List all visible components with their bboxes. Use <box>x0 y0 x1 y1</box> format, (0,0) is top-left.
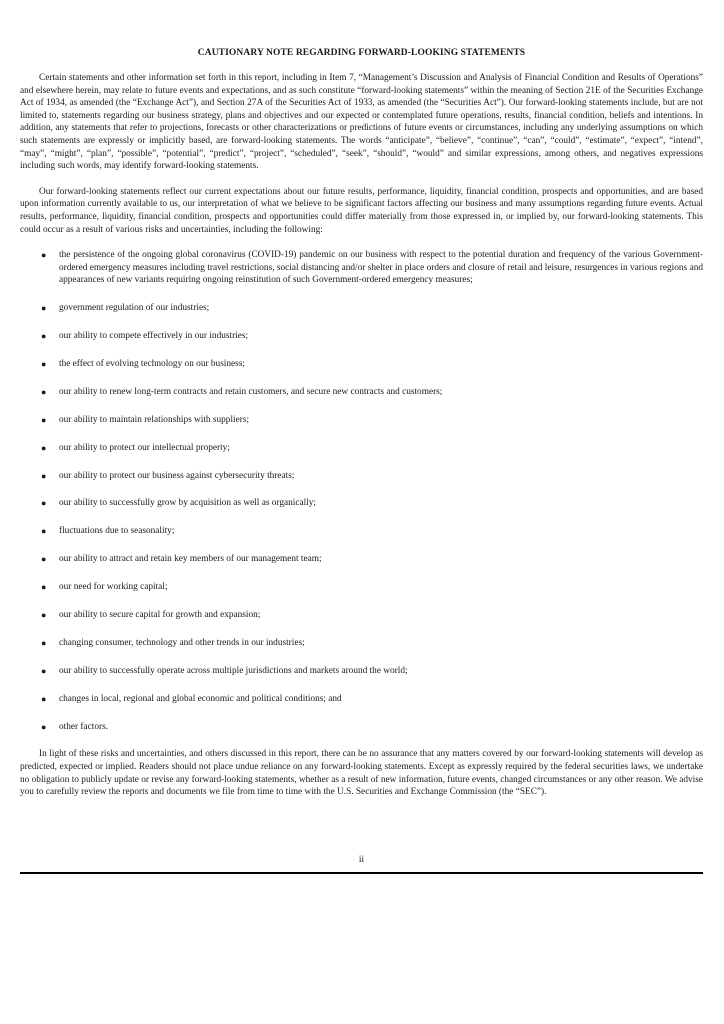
bullet-icon: ● <box>41 442 47 453</box>
paragraph-expectations: Our forward-looking statements reflect our current expectations about our future results, performance, liquidity, financial condition, prospects and opportunities, and are based upon information currently available to us, our interpretation of what we believe to be significant factors affecting our business and many assumptions regarding future events. Actual results, performance, liquidity, financial condition, prospects and opportunities could differ materially from those expressed in, or implied by, our forward-looking statements. This could occur as a result of various risks and uncertainties, including the following: <box>20 186 703 235</box>
list-item-text: our ability to protect our intellectual property; <box>59 442 230 453</box>
list-item <box>20 497 703 510</box>
list-item <box>20 386 703 399</box>
list-item-text: the persistence of the ongoing global coronavirus (COVID-19) pandemic on our business with respect to the potential duration and frequency of the various Government-ordered emergency measures including travel restrictions, social distancing and/or shelter in place orders and closure of retail and leisure, resurgences in various regions and appearances of new variants requiring ongoing reinstitution of such Government-ordered emergency measures; <box>59 250 703 286</box>
list-item <box>20 553 703 566</box>
list-item <box>20 525 703 538</box>
risk-factor-list <box>20 249 703 733</box>
paragraph-closing: In light of these risks and uncertainties, and others discussed in this report, there can be no assurance that any matters covered by our forward-looking statements will develop as predicted, expected or implied. Readers should not place undue reliance on any forward-looking statements. Except as expressly required by the federal securities laws, we undertake no obligation to publicly update or revise any forward-looking statements, whether as a result of new information, future events, changed circumstances or any other reason. We advise you to carefully review the reports and documents we file from time to time with the U.S. Securities and Exchange Commission (the “SEC”). <box>20 749 703 798</box>
list-item-text: the effect of evolving technology on our business; <box>59 358 245 369</box>
list-item <box>20 330 703 343</box>
footer-rule <box>20 872 703 874</box>
bullet-icon: ● <box>41 386 47 397</box>
paragraph-intro: Certain statements and other information set forth in this report, including in Item 7, “Management’s Discussion and Analysis of Financial Condition and Results of Operations” and elsewhere herein, may relate to future events and expectations, and as such constitute “forward-looking statements” within the meaning of Section 21E of the Securities Exchange Act of 1934, as amended (the “Exchange Act”), and Section 27A of the Securities Act of 1933, as amended (the “Securities Act”). Our forward-looking statements include, but are not limited to, statements regarding our business strategy, plans and objectives and our expected or contemplated future operations, results, financial condition, beliefs and intentions. In addition, any statements that refer to projections, forecasts or other characterizations or predictions of future events or circumstances, including any underlying assumptions on which such statements are expressly or implicitly based, are forward-looking statements. The words “anticipate”, “believe”, “continue”, “can”, “could”, “estimate”, “expect”, “intend”, “may”, “might”, “plan”, “possible”, “potential”, “predict”, “project”, “scheduled”, “seek”, “should”, “would” and similar expressions, among others, and negatives expressions including such words, may identify forward-looking statements. <box>20 73 703 172</box>
bullet-icon: ● <box>41 414 47 425</box>
bullet-icon: ● <box>41 721 47 732</box>
list-item-text: other factors. <box>59 721 109 732</box>
list-item-text: our ability to attract and retain key members of our management team; <box>59 554 322 565</box>
list-item-text: our ability to compete effectively in our industries; <box>59 331 249 342</box>
list-item <box>20 581 703 594</box>
list-item-text: our ability to successfully grow by acquisition as well as organically; <box>59 498 316 509</box>
list-item-text: changing consumer, technology and other trends in our industries; <box>59 637 305 648</box>
list-item-text: government regulation of our industries; <box>59 303 210 314</box>
bullet-icon: ● <box>41 470 47 481</box>
bullet-icon: ● <box>41 498 47 509</box>
list-item-text: our ability to secure capital for growth and expansion; <box>59 610 261 620</box>
list-item-text: fluctuations due to seasonality; <box>59 526 175 537</box>
list-item <box>20 693 703 706</box>
bullet-icon: ● <box>41 610 47 620</box>
list-item <box>20 470 703 483</box>
bullet-icon: ● <box>41 250 47 261</box>
list-item <box>20 665 703 678</box>
list-item <box>20 609 703 622</box>
bullet-icon: ● <box>41 637 47 648</box>
bullet-icon: ● <box>41 693 47 704</box>
list-item-text: our ability to renew long-term contracts and retain customers, and secure new contracts and customers; <box>59 386 443 397</box>
list-item <box>20 249 703 287</box>
list-item-text: our need for working capital; <box>59 582 168 593</box>
bullet-icon: ● <box>41 554 47 565</box>
list-item-text: our ability to maintain relationships with suppliers; <box>59 414 250 425</box>
list-item <box>20 302 703 315</box>
page-number: ii <box>358 855 365 865</box>
list-item <box>20 358 703 371</box>
list-item <box>20 414 703 427</box>
list-item <box>20 442 703 455</box>
document-page <box>20 48 703 865</box>
page-title: CAUTIONARY NOTE REGARDING FORWARD-LOOKING STATEMENTS <box>197 48 526 58</box>
list-item-text: our ability to successfully operate across multiple jurisdictions and markets around the world; <box>59 665 408 676</box>
list-item-text: our ability to protect our business against cybersecurity threats; <box>59 470 295 481</box>
list-item <box>20 637 703 650</box>
bullet-icon: ● <box>41 303 47 314</box>
bullet-icon: ● <box>41 582 47 593</box>
bullet-icon: ● <box>41 665 47 676</box>
bullet-icon: ● <box>41 526 47 537</box>
list-item-text: changes in local, regional and global economic and political conditions; and <box>59 693 342 704</box>
list-item <box>20 721 703 734</box>
bullet-icon: ● <box>41 331 47 342</box>
bullet-icon: ● <box>41 358 47 369</box>
